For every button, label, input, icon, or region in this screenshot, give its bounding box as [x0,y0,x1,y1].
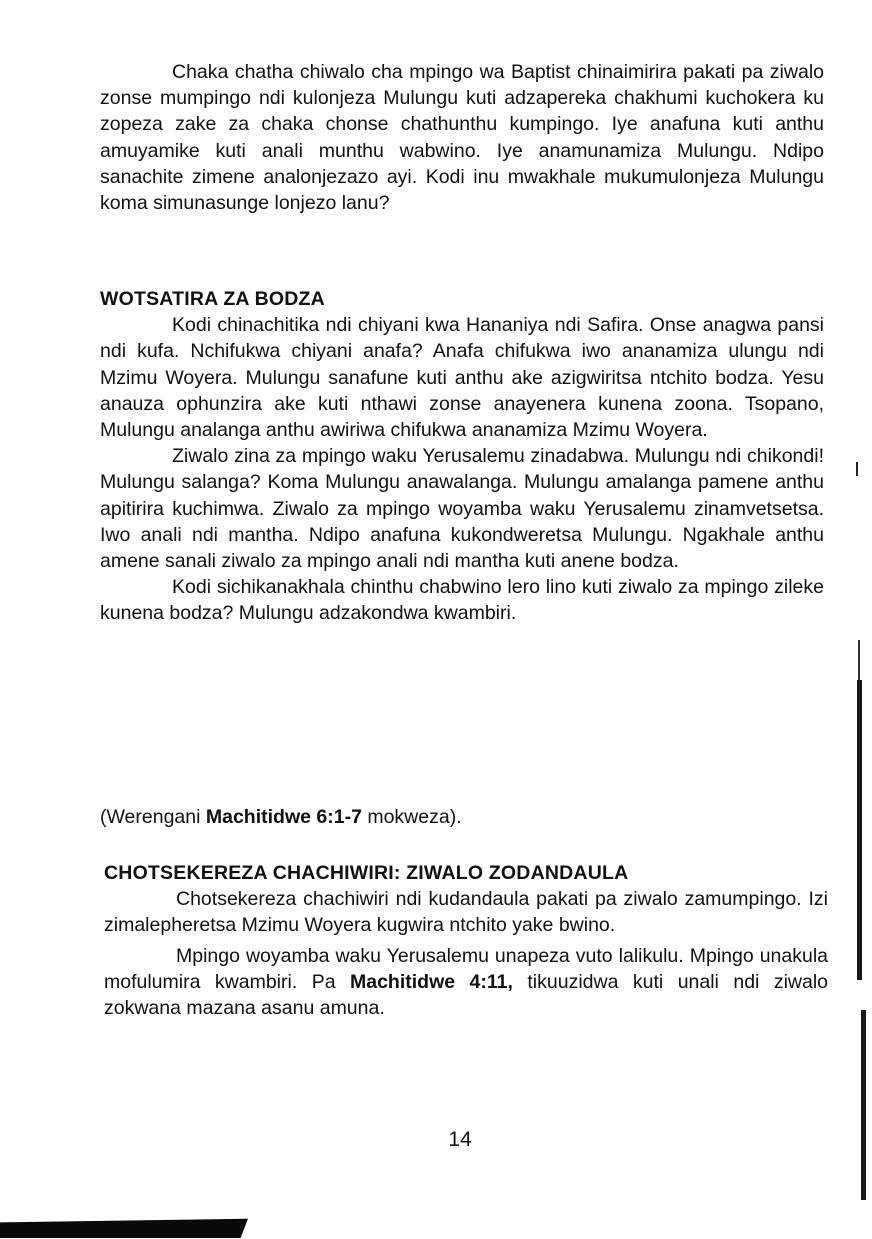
reading-ref-suffix: mokweza). [361,806,462,828]
page-number: 14 [448,1128,472,1151]
reading-reference-block [100,804,824,830]
paragraph-mpingo-citation: Machitidwe 4:11, [350,970,513,993]
paragraph-kodi-sichikanakhala: Kodi sichikanakhala chinthu chabwino lero lino kuti ziwalo za mpingo zileke kunena bodza? Mulungu adzakondwa kwambiri. [100,576,824,625]
paragraph-chotsekereza: Chotsekereza chachiwiri ndi kudandaula pakati pa ziwalo zamumpingo. Izi zimalepheretsa Mzimu Woyera kugwira ntchito yake bwino. [104,888,828,937]
paragraph-mpingo-text-before: Mpingo woyamba waku Yerusalemu unapeza vuto lalikulu. Mpingo unakula mofulumira kwambiri. Pa [104,944,828,993]
paragraph-mpingo-woyamba [104,943,828,1022]
paragraph-mpingo-text-after: tikuuzidwa kuti unali ndi ziwalo zokwana mazana asanu amuna. [104,970,829,1020]
reading-reference-line [100,804,824,830]
scan-edge-right-lower [861,1010,866,1200]
scan-speck-right [856,462,858,476]
reading-ref-citation: Machitidwe 6:1-7 [205,806,362,828]
intro-paragraph: Chaka chatha chiwalo cha mpingo wa Baptist chinaimirira pakati pa ziwalo zonse mumpingo ndi kulonjeza Mulungu kuti adzapereka chakhumi kuchokera ku zopeza zake za chaka chonse chathunthu kumpingo. Iye anafuna kuti anthu amuyamike kuti anali munthu wabwino. Iye anamunamiza Mulungu. Ndipo sanachite zimene analonjezazo ayi. Kodi inu mwakhale mukumulonjeza Mulungu koma simunasunge lonjezo lanu? [100,61,824,215]
top-text-block [100,59,824,216]
scan-edge-right-main [857,680,862,980]
section-heading-chotsekereza: CHOTSEKEREZA CHACHIWIRI: ZIWALO ZODANDAULA [104,862,629,884]
section-one [100,286,824,627]
section-heading-wotsatira: WOTSATIRA ZA BODZA [100,288,325,310]
scan-edge-bottom-left [0,1214,248,1238]
reading-ref-prefix: (Werengani [100,806,206,828]
paragraph-hananiya: Kodi chinachitika ndi chiyani kwa Hananiya ndi Safira. Onse anagwa pansi ndi kufa. Nchifukwa chiyani anafa? Anafa chifukwa iwo ananamiza ulungu ndi Mzimu Woyera. Mulungu sanafune kuti anthu ake azigwiritsa ntchito bodza. Yesu anauza ophunzira ake kuti nthawi zonse anayenera kunena zoona. Tsopano, Mulungu analanga anthu awiriwa chifukwa ananamiza Mzimu Woyera. [100,314,824,442]
paragraph-ziwalo-zina: Ziwalo zina za mpingo waku Yerusalemu zinadabwa. Mulungu ndi chikondi! Mulungu salanga? Koma Mulungu anawalanga. Mulungu amalanga pamene anthu apitirira kuchimwa. Ziwalo za mpingo woyamba waku Yerusalemu zinamvetsetsa. Iwo anali ndi mantha. Ndipo anafuna kukondweretsa Mulungu. Ngakhale anthu amene sanali ziwalo za mpingo anali ndi mantha kuti anene bodza. [100,445,824,573]
section-two [104,860,828,1021]
